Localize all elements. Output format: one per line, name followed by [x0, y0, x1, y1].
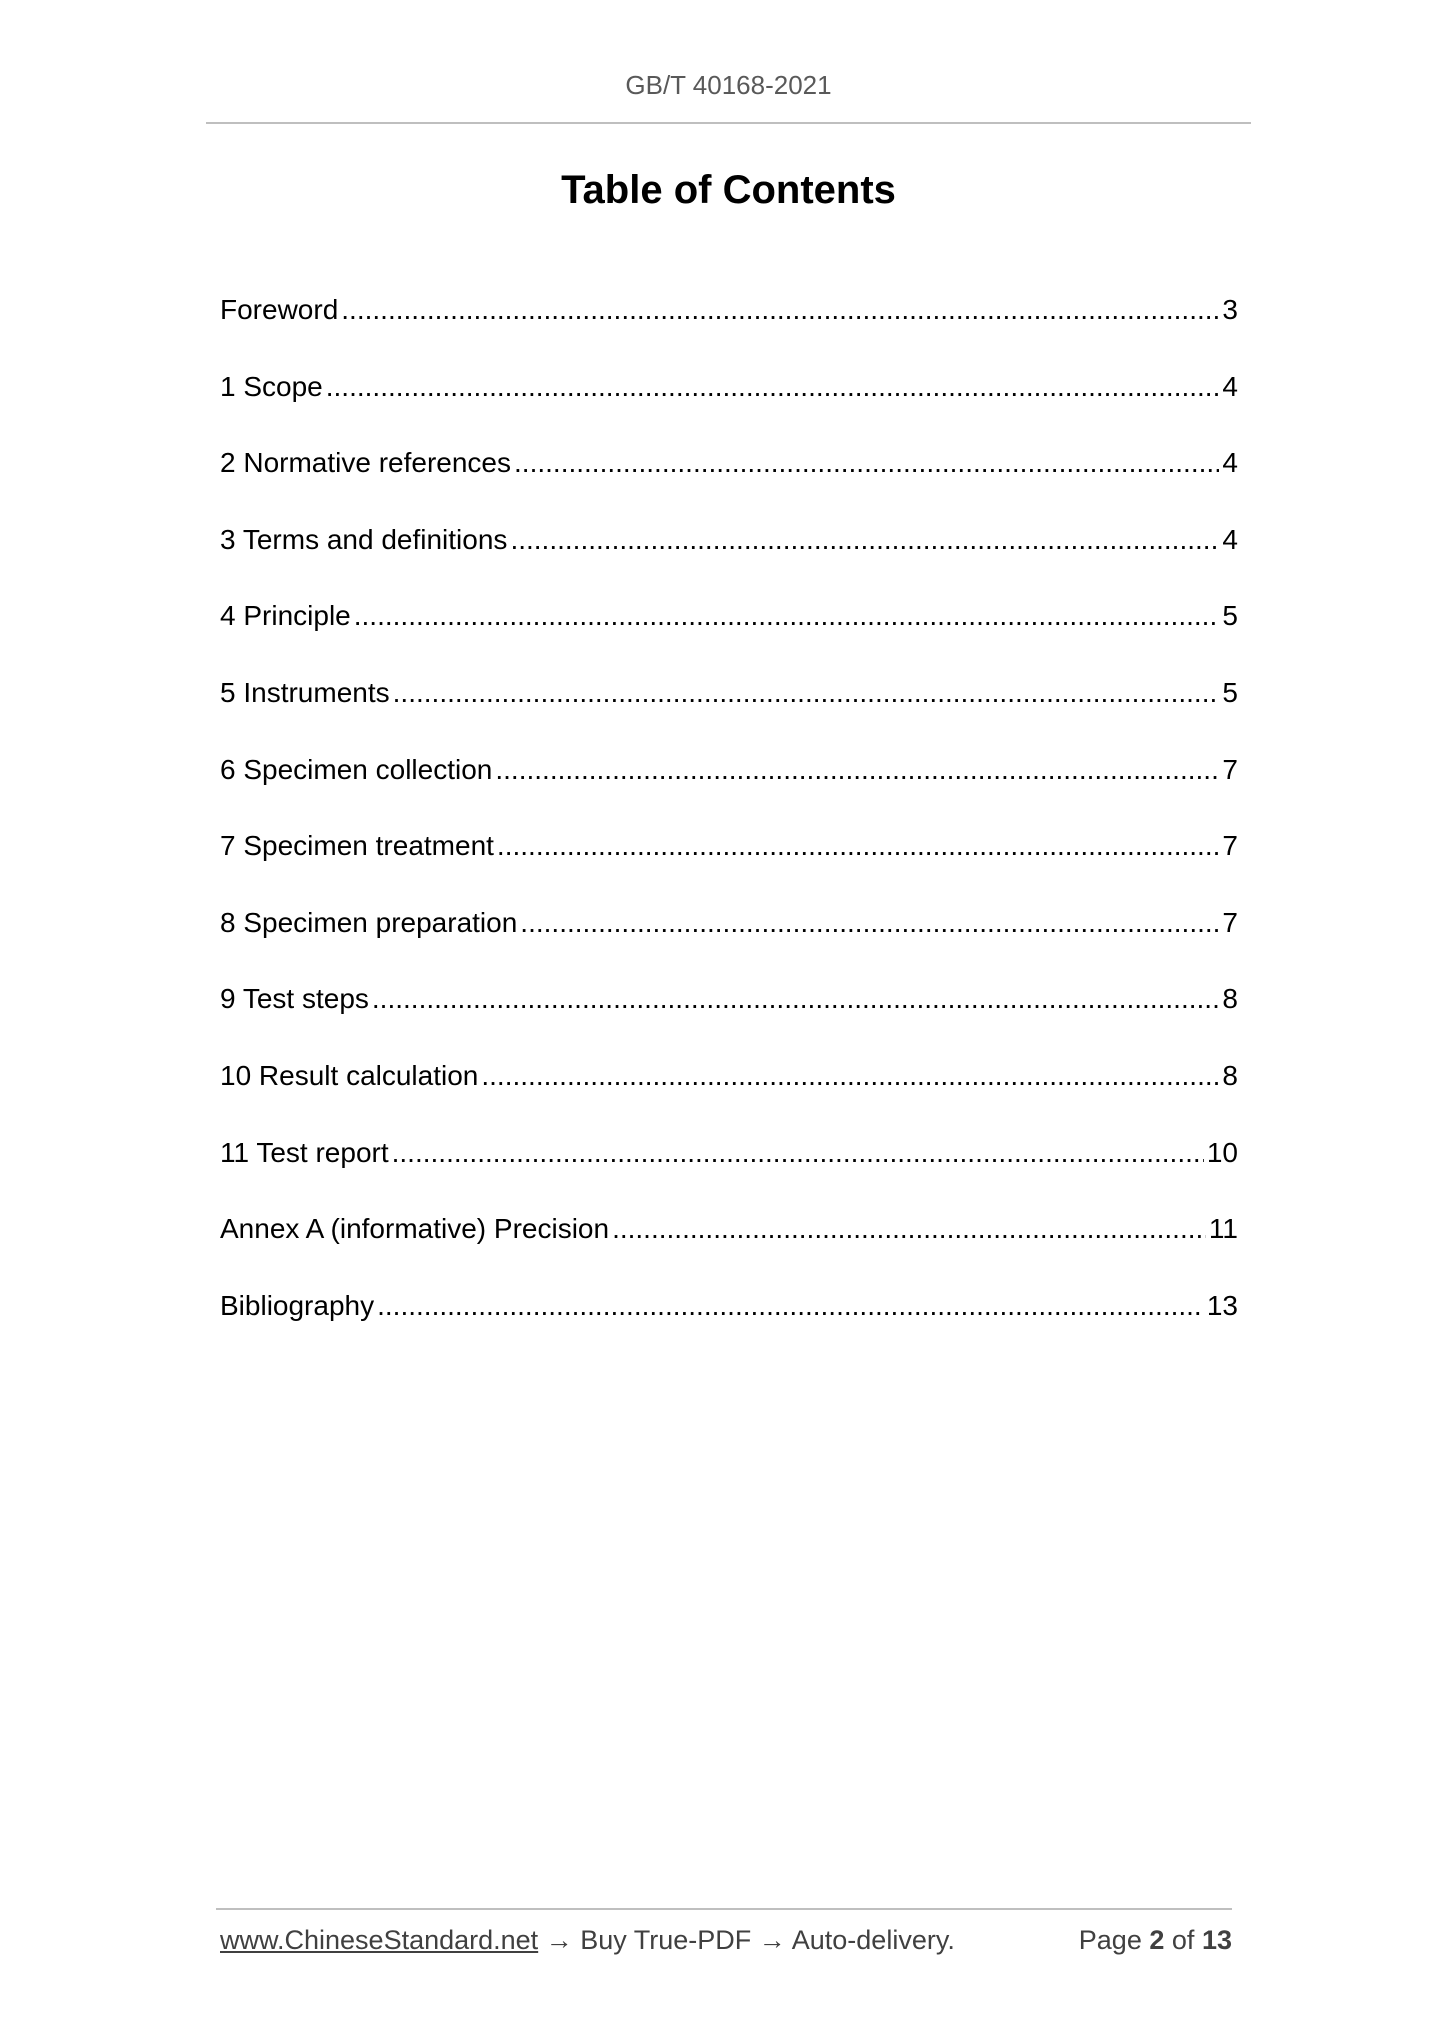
- toc-entry-label: 9 Test steps: [220, 983, 369, 1015]
- toc-entry-page: 4: [1222, 523, 1238, 555]
- toc-entry-page: 5: [1222, 676, 1238, 708]
- toc-dot-leader: [377, 1286, 1204, 1326]
- toc-dot-leader: [481, 1056, 1219, 1096]
- of-word: of: [1171, 1925, 1195, 1955]
- footer-promo: [220, 1925, 955, 1956]
- page-footer: [220, 1925, 1232, 1956]
- toc-entry-page: 13: [1206, 1289, 1238, 1321]
- toc-entry-page: 11: [1208, 1213, 1238, 1245]
- toc-entry-page: 7: [1222, 753, 1238, 785]
- toc-entry-page: 4: [1222, 370, 1238, 402]
- header-divider: [206, 122, 1251, 124]
- toc-entry-page: 7: [1222, 830, 1238, 862]
- toc-entry-normative-references[interactable]: [220, 443, 1238, 520]
- toc-entry-page: 8: [1222, 1059, 1238, 1091]
- toc-dot-leader: [354, 596, 1220, 636]
- toc-dot-leader: [392, 1133, 1204, 1173]
- toc-title: Table of Contents: [561, 168, 896, 212]
- toc-entry-specimen-treatment[interactable]: [220, 826, 1238, 903]
- toc-dot-leader: [495, 750, 1219, 790]
- toc-entry-principle[interactable]: [220, 596, 1238, 673]
- toc-entry-page: 4: [1222, 447, 1238, 479]
- toc-entry-specimen-collection[interactable]: [220, 750, 1238, 827]
- toc-dot-leader: [520, 903, 1219, 943]
- toc-entry-label: 5 Instruments: [220, 676, 390, 708]
- toc-entry-label: 11 Test report: [220, 1136, 389, 1168]
- toc-entry-page: 5: [1222, 600, 1238, 632]
- page-number: [1079, 1925, 1232, 1956]
- toc-dot-leader: [514, 443, 1219, 483]
- toc-dot-leader: [510, 520, 1219, 560]
- toc-entry-annex-a[interactable]: [220, 1209, 1238, 1286]
- toc-entry-label: 3 Terms and definitions: [220, 523, 508, 555]
- toc-entry-label: Foreword: [220, 294, 339, 325]
- toc-list: [220, 290, 1238, 1362]
- current-page: 2: [1149, 1925, 1165, 1955]
- website-link[interactable]: www.ChineseStandard.net: [220, 1925, 539, 1955]
- toc-entry-page: 10: [1206, 1136, 1238, 1168]
- toc-entry-label: 10 Result calculation: [220, 1059, 479, 1091]
- toc-entry-specimen-preparation[interactable]: [220, 903, 1238, 980]
- toc-entry-scope[interactable]: [220, 367, 1238, 444]
- toc-entry-label: 4 Principle: [220, 600, 351, 632]
- toc-entry-page: 3: [1222, 294, 1238, 325]
- toc-entry-test-report[interactable]: [220, 1133, 1238, 1210]
- toc-dot-leader: [341, 290, 1219, 330]
- toc-entry-page: 7: [1222, 906, 1238, 938]
- total-pages: 13: [1201, 1925, 1232, 1955]
- toc-entry-label: 6 Specimen collection: [220, 753, 493, 785]
- toc-entry-label: Bibliography: [220, 1289, 375, 1321]
- toc-dot-leader: [372, 979, 1220, 1019]
- toc-entry-result-calculation[interactable]: [220, 1056, 1238, 1133]
- page-word: Page: [1078, 1925, 1142, 1955]
- toc-entry-label: 2 Normative references: [220, 447, 512, 479]
- footer-promo-text: → Buy True-PDF → Auto-delivery.: [545, 1925, 955, 1955]
- toc-dot-leader: [326, 367, 1220, 407]
- toc-dot-leader: [612, 1209, 1206, 1249]
- toc-entry-label: Annex A (informative) Precision: [220, 1213, 610, 1245]
- toc-entry-instruments[interactable]: [220, 673, 1238, 750]
- toc-dot-leader: [497, 826, 1220, 866]
- toc-entry-page: 8: [1222, 983, 1238, 1015]
- toc-entry-label: 8 Specimen preparation: [220, 906, 518, 938]
- toc-entry-terms-and-definitions[interactable]: [220, 520, 1238, 597]
- toc-entry-label: 1 Scope: [220, 370, 323, 402]
- toc-entry-foreword[interactable]: [220, 290, 1238, 367]
- toc-entry-label: 7 Specimen treatment: [220, 830, 494, 862]
- footer-divider: [216, 1908, 1232, 1910]
- toc-dot-leader: [393, 673, 1220, 713]
- toc-entry-bibliography[interactable]: [220, 1286, 1238, 1363]
- toc-entry-test-steps[interactable]: [220, 979, 1238, 1056]
- document-header-id: GB/T 40168-2021: [625, 70, 832, 100]
